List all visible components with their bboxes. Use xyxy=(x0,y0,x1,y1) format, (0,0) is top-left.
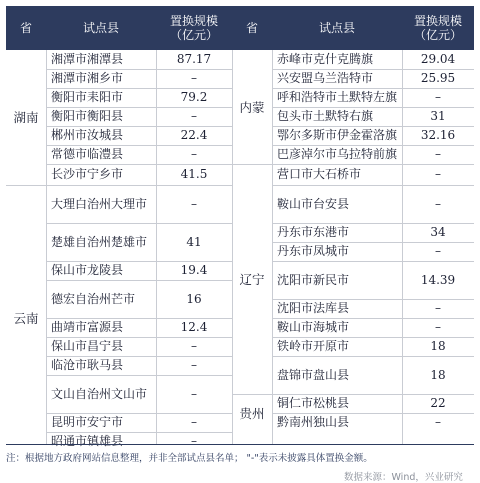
province-cell: 辽宁 xyxy=(239,271,265,287)
county-cell: 包头市土默特右旗 xyxy=(277,109,374,123)
county-cell: 昭通市镇雄县 xyxy=(51,434,124,448)
value-cell: 18 xyxy=(430,367,446,382)
value-cell: 29.04 xyxy=(420,52,456,66)
county-cell: 大理白治州大理市 xyxy=(51,196,148,211)
value-cell: 22 xyxy=(430,396,446,410)
value-cell: 41 xyxy=(186,234,202,249)
province-cell: 贵州 xyxy=(239,405,265,421)
county-cell: 德宏自治州芒市 xyxy=(51,291,136,306)
county-cell: 呼和浩特市土默特左旗 xyxy=(277,90,398,104)
value-cell: – xyxy=(191,147,197,161)
value-cell: 14.39 xyxy=(420,272,456,287)
value-cell: – xyxy=(191,358,197,372)
county-cell: 湘潭市湘潭县 xyxy=(51,52,124,66)
table-bottom-border xyxy=(6,444,474,445)
county-cell: 丹东市凤城市 xyxy=(277,244,350,258)
value-cell: – xyxy=(191,109,197,123)
county-cell: 丹东市东港市 xyxy=(277,225,350,239)
county-cell: 鄂尔多斯市伊金霍洛旗 xyxy=(277,128,398,142)
value-cell: 87.17 xyxy=(176,52,212,66)
table-header xyxy=(6,6,474,50)
value-cell: – xyxy=(435,147,441,161)
county-cell: 保山市龙陵县 xyxy=(51,263,124,277)
county-cell: 铜仁市松桃县 xyxy=(277,396,350,410)
value-cell: 12.4 xyxy=(180,320,208,334)
province-divider xyxy=(272,50,273,444)
footnote: 注：根据地方政府网站信息整理，并非全部试点县名单； "-"表示未披露具体置换金额。 xyxy=(6,453,373,464)
province-cell: 云南 xyxy=(13,310,39,326)
header-province-right: 省 xyxy=(245,21,258,35)
value-cell: – xyxy=(435,415,441,429)
county-cell: 铁岭市开原市 xyxy=(277,339,350,353)
value-cell: 18 xyxy=(430,339,446,353)
value-cell: 19.4 xyxy=(180,263,208,277)
county-cell: 衡阳市衡阳县 xyxy=(51,109,124,123)
county-cell: 鞍山市海城市 xyxy=(277,320,350,334)
column-divider xyxy=(232,50,233,444)
county-cell: 黔南州独山县 xyxy=(277,415,350,429)
value-cell: – xyxy=(435,167,441,181)
county-cell: 郴州市汝城县 xyxy=(51,128,124,142)
value-cell: 25.95 xyxy=(420,71,456,85)
value-cell: 31 xyxy=(430,109,446,123)
header-pilot-right: 试点县 xyxy=(318,21,355,35)
value-cell: – xyxy=(191,386,197,401)
county-cell: 兴安盟乌兰浩特市 xyxy=(277,71,374,85)
county-cell: 湘潭市湘乡市 xyxy=(51,71,124,85)
province-divider xyxy=(46,50,47,444)
county-cell: 长沙市宁乡市 xyxy=(51,167,124,181)
header-province-left: 省 xyxy=(19,21,32,35)
county-cell: 文山自治州文山市 xyxy=(51,386,148,401)
county-cell: 营口市大石桥市 xyxy=(277,167,362,181)
county-cell: 昆明市安宁市 xyxy=(51,415,124,429)
province-cell: 内蒙 xyxy=(239,99,265,115)
header-pilot-left: 试点县 xyxy=(82,21,119,35)
value-cell: 22.4 xyxy=(180,128,208,142)
county-cell: 保山市昌宁县 xyxy=(51,339,124,353)
county-cell: 衡阳市耒阳市 xyxy=(51,90,124,104)
value-cell: 41.5 xyxy=(180,167,208,181)
county-cell: 鞍山市台安县 xyxy=(277,196,350,211)
province-cell: 湖南 xyxy=(13,110,39,125)
value-cell: 32.16 xyxy=(420,128,456,142)
value-cell: – xyxy=(435,244,441,258)
county-cell: 曲靖市富源县 xyxy=(51,320,124,334)
source-note: 数据来源：Wind，兴业研究 xyxy=(344,472,463,483)
county-cell: 常德市临澧县 xyxy=(51,147,124,161)
county-cell: 赤峰市克什克腾旗 xyxy=(277,52,374,66)
county-cell: 沈阳市法库县 xyxy=(277,301,350,315)
county-cell: 巴彦淖尔市乌拉特前旗 xyxy=(277,147,398,161)
value-cell: 16 xyxy=(186,291,202,306)
value-cell: – xyxy=(435,320,441,334)
header-scale-left: 置换规模 （亿元） xyxy=(169,14,218,42)
header-scale-right: 置换规模 （亿元） xyxy=(413,14,462,42)
value-cell: – xyxy=(191,434,197,448)
value-cell: – xyxy=(435,196,441,211)
county-cell: 沈阳市新民市 xyxy=(277,272,350,287)
county-cell: 临沧市耿马县 xyxy=(51,358,124,372)
value-cell: 79.2 xyxy=(180,90,208,104)
county-cell: 盘锦市盘山县 xyxy=(277,367,350,382)
value-cell: – xyxy=(191,415,197,429)
value-cell: – xyxy=(435,90,441,104)
value-divider xyxy=(402,50,403,444)
value-cell: 34 xyxy=(430,225,446,239)
county-cell: 楚雄自治州楚雄市 xyxy=(51,234,148,249)
value-divider xyxy=(156,50,157,444)
value-cell: – xyxy=(191,71,197,85)
value-cell: – xyxy=(191,339,197,353)
value-cell: – xyxy=(435,301,441,315)
value-cell: – xyxy=(191,196,197,211)
